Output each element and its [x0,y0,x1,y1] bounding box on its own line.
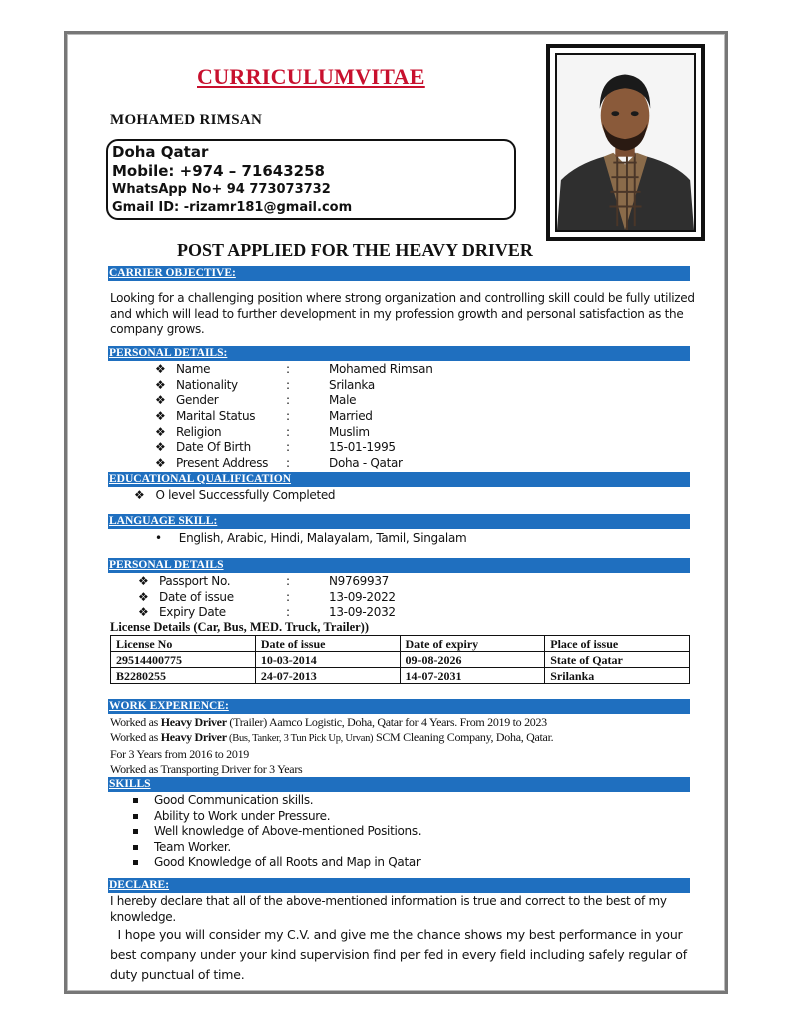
personal-key: Gender [176,393,219,408]
bullet-icon: ❖ [155,456,166,471]
language-heading: LANGUAGE SKILL: [109,515,218,527]
personal-value: Muslim [329,424,370,439]
work-experience-text [110,715,700,778]
bullet-icon: ❖ [138,605,149,620]
personal-value: Male [329,393,357,408]
personal-key: Date Of Birth [176,440,251,455]
carrier-objective-bar [108,266,690,281]
education-text: O level Successfully Completed [155,488,336,502]
skills-heading: SKILLS [109,778,151,790]
bullet-icon: ❖ [134,488,145,502]
contact-location: Doha Qatar [112,143,209,161]
bullet-icon: ❖ [155,440,166,455]
cv-title: CURRICULUMVITAE [197,64,425,89]
personal-value: Doha - Qatar [329,456,403,471]
colon: : [286,605,290,620]
personal-details-bar [108,346,690,361]
colon: : [286,393,290,408]
contact-mobile: Mobile: +974 – 71643258 [112,162,325,180]
passport-key: Date of issue [159,589,234,604]
square-bullet-icon [133,814,138,819]
education-heading: EDUCATIONAL QUALIFICATION [109,473,292,485]
skill-text: Team Worker. [154,839,231,854]
passport-key: Passport No. [159,574,231,588]
work-text: Worked as [110,730,161,745]
personal-value: 15-01-1995 [329,440,396,455]
bullet-icon: ❖ [155,409,166,424]
bullet-icon: ❖ [138,589,149,604]
bullet-icon: ❖ [155,393,166,408]
work-text: Worked as [110,715,161,729]
colon: : [286,456,290,471]
personal-details-heading: PERSONAL DETAILS: [109,347,228,359]
skills-bar [108,777,690,792]
license-cell: 29514400775 [111,652,256,668]
license-cell: 10-03-2014 [255,652,400,668]
work-line: For 3 Years from 2016 to 2019 [110,746,249,761]
bullet-icon: • [155,531,162,545]
square-bullet-icon [133,845,138,850]
personal-key: Name [176,362,211,376]
bullet-icon: ❖ [155,424,166,439]
license-col-header: Date of issue [255,636,400,652]
license-cell: State of Qatar [545,652,690,668]
declare-text: I hereby declare that all of the above-mentioned information is true and correct to the best of my knowledge. [110,894,667,924]
table-row [111,668,690,684]
language-item [155,531,466,545]
license-col-header: Date of expiry [400,636,545,652]
skill-text: Well knowledge of Above-mentioned Positions. [154,824,422,839]
work-role: Heavy Driver [160,715,227,729]
work-text: (Trailer) Aamco Logistic, Doha, Qatar for 4 Years. From 2019 to 2023 [226,715,547,729]
profile-photo [555,53,696,232]
license-col-header: License No [111,636,256,652]
contact-box [106,139,516,220]
candidate-name: MOHAMED RIMSAN [110,112,263,128]
education-item [134,488,335,502]
square-bullet-icon [133,860,138,865]
language-text: English, Arabic, Hindi, Malayalam, Tamil, Singalam [178,531,467,545]
license-table [110,635,690,684]
work-line [110,715,700,730]
personal-key: Marital Status [176,409,256,424]
declare-bar [108,878,690,893]
license-col-header: Place of issue [545,636,690,652]
work-vehicles: (Bus, Tanker, 3 Tun Pick Up, Urvan) [226,733,374,745]
license-header-row [111,636,690,652]
passport-value: 13-09-2032 [329,605,396,620]
carrier-objective-text: Looking for a challenging position where strong organization and controlling skill could be fully utilized and which will lead to further development in my profession growth and personal satisfaction as the company grows. [110,291,695,336]
education-bar [108,472,690,487]
passport-key: Expiry Date [159,605,226,620]
colon: : [286,362,290,376]
contact-gmail: Gmail ID: -rizamr181@gmail.com [112,200,353,215]
passport-value: 13-09-2022 [329,589,396,604]
work-line [110,730,700,746]
colon: : [286,409,290,424]
work-experience-bar [108,699,690,714]
contact-whatsapp: WhatsApp No+ 94 773073732 [112,182,331,197]
post-applied-title: POST APPLIED FOR THE HEAVY DRIVER [177,240,533,260]
colon: : [286,377,290,392]
language-bar [108,514,690,529]
license-cell: 09-08-2026 [400,652,545,668]
profile-photo-frame [546,44,705,241]
license-cell: Srilanka [545,668,690,684]
declare-heading: DECLARE: [109,879,170,891]
colon: : [286,574,290,588]
personal-value: Mohamed Rimsan [329,362,433,376]
square-bullet-icon [133,798,138,803]
colon: : [286,440,290,455]
license-cell: 24-07-2013 [255,668,400,684]
work-role: Heavy Driver [160,730,227,745]
bullet-icon: ❖ [138,574,149,588]
skill-text: Ability to Work under Pressure. [154,808,331,823]
skill-text: Good Communication skills. [154,793,314,807]
license-heading: License Details (Car, Bus, MED. Truck, Trailer)) [110,620,370,634]
colon: : [286,589,290,604]
work-experience-heading: WORK EXPERIENCE: [109,700,229,712]
license-cell: 14-07-2031 [400,668,545,684]
personal-key: Nationality [176,377,238,392]
passport-value: N9769937 [329,574,390,588]
personal-value: Married [329,409,373,424]
bullet-icon: ❖ [155,377,166,392]
skill-text: Good Knowledge of all Roots and Map in Qatar [154,855,421,870]
personal-key: Present Address [176,456,269,471]
passport-heading: PERSONAL DETAILS [109,559,224,571]
table-row [111,652,690,668]
personal-value: Srilanka [329,377,375,392]
license-cell: B2280255 [111,668,256,684]
work-line: Worked as Transporting Driver for 3 Years [110,762,303,777]
colon: : [286,424,290,439]
declare-closing-text: I hope you will consider my C.V. and give me the chance shows my best performance in your best company under your kind supervision find per fed in every field including safely regular of duty punctual of time. [110,927,691,982]
bullet-icon: ❖ [155,362,166,376]
carrier-objective-heading: CARRIER OBJECTIVE: [109,267,236,279]
passport-bar [108,558,690,573]
personal-key: Religion [176,424,222,439]
square-bullet-icon [133,829,138,834]
work-text: SCM Cleaning Company, Doha, Qatar. [373,730,554,745]
